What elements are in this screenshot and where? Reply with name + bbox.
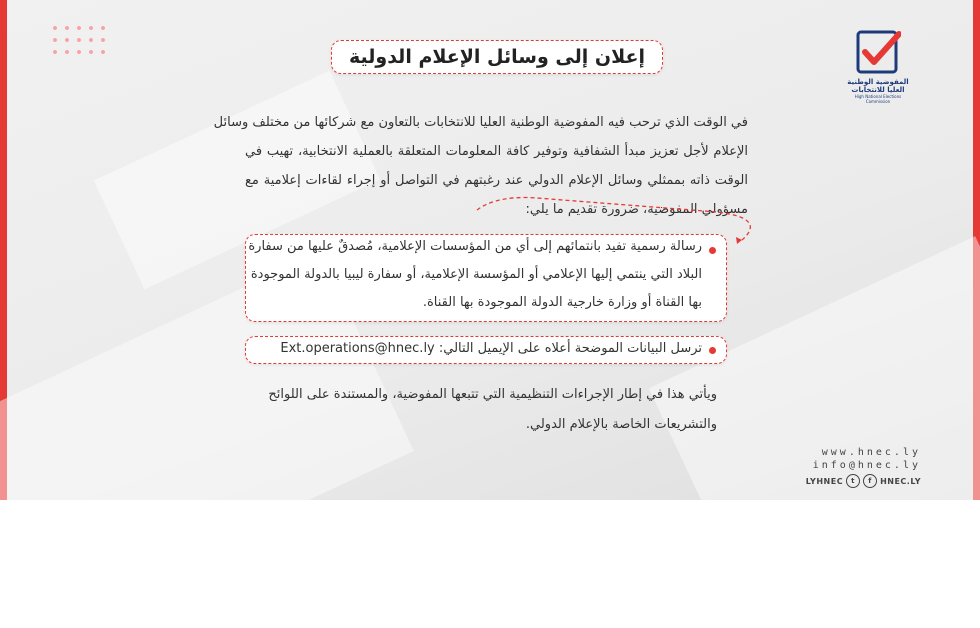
social-links bbox=[806, 474, 921, 488]
requirement-letter-box bbox=[245, 234, 727, 322]
twitter-handle[interactable]: LYHNEC bbox=[805, 476, 844, 486]
checkmark-logo-icon bbox=[855, 28, 901, 76]
bullet-icon bbox=[709, 347, 716, 354]
closing-paragraph bbox=[257, 380, 717, 440]
intro-line: الوقت ذاته بممثلي وسائل الإعلام الدولي عند رغبتهم في التواصل أو إجراء لقاءات إعلامية مع bbox=[245, 173, 748, 188]
announcement-title-box bbox=[331, 40, 663, 74]
twitter-icon[interactable]: t bbox=[846, 474, 860, 488]
closing-line: ويأتي هذا في إطار الإجراءات التنظيمية التي تتبعها المفوضية، والمستندة على اللوائح bbox=[268, 387, 717, 402]
decorative-dots bbox=[49, 22, 109, 62]
requirement-email-box bbox=[245, 336, 727, 364]
email-requirement-text[interactable]: ترسل البيانات الموضحة أعلاه على الإيميل التالي: Ext.operations@hnec.ly bbox=[280, 341, 702, 356]
intro-line: الإعلام لأجل تعزيز مبدأ الشفافية وتوفير كافة المعلومات المتعلقة بالعملية الانتخابية، تهيب في bbox=[245, 144, 748, 159]
intro-line: مسؤولي المفوضية، ضرورة تقديم ما يلي: bbox=[525, 202, 748, 217]
requirement-line: رسالة رسمية تفيد بانتمائهم إلى أي من المؤسسات الإعلامية، مُصدقٌ عليها من سفارة bbox=[248, 239, 702, 254]
intro-line: في الوقت الذي ترحب فيه المفوضية الوطنية العليا للانتخابات بالتعاون مع شركائها من مختلف وسائل bbox=[213, 115, 748, 130]
page-title: إعلان إلى وسائل الإعلام الدولية bbox=[348, 46, 646, 68]
logo-name-ar: المفوضية الوطنية العليا للانتخابات bbox=[847, 78, 909, 94]
hnec-logo bbox=[843, 28, 913, 110]
email-link[interactable]: info@hnec.ly bbox=[812, 460, 921, 471]
facebook-handle[interactable]: HNEC.LY bbox=[880, 476, 921, 486]
bullet-icon bbox=[709, 247, 716, 254]
closing-line: والتشريعات الخاصة بالإعلام الدولي. bbox=[525, 417, 717, 432]
requirement-line: البلاد التي ينتمي إليها الإعلامي أو المؤسسة الإعلامية، أو سفارة ليبيا بالدولة الموجودة bbox=[250, 267, 702, 282]
website-link[interactable]: www.hnec.ly bbox=[821, 447, 921, 458]
requirement-line: بها القناة أو وزارة خارجية الدولة الموجودة بها القناة. bbox=[422, 295, 702, 310]
logo-name-en: High National Elections Commission bbox=[854, 94, 902, 104]
facebook-icon[interactable]: f bbox=[863, 474, 877, 488]
contact-info bbox=[806, 446, 921, 488]
